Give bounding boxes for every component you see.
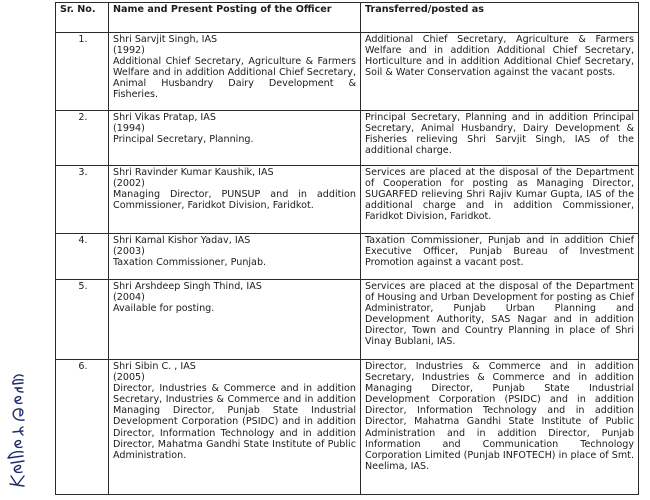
row-sr-no: 6.	[56, 360, 109, 495]
transferred-posted-as: Services are placed at the disposal of the Department of Cooperation for posting as Managing Director, SUGARFED relieving Shri Rajiv Kumar Gupta, IAS of the additional charge and in addition Commissioner, Faridkot Division, Faridkot.	[361, 166, 639, 234]
officer-batch: (2002)	[113, 178, 145, 190]
header-transferred: Transferred/posted as	[361, 3, 639, 33]
transferred-posted-as: Taxation Commissioner, Punjab and in addition Chief Executive Officer, Punjab Bureau of Investment Promotion against a vacant post.	[361, 234, 639, 280]
row-sr-no: 1.	[56, 33, 109, 111]
header-sr-no: Sr. No.	[56, 3, 109, 33]
table-row	[56, 166, 639, 234]
officer-cell	[109, 166, 361, 234]
table-row	[56, 33, 639, 111]
row-sr-no: 4.	[56, 234, 109, 280]
officer-name: Shri Sarvjit Singh, IAS	[113, 34, 218, 45]
present-posting: Additional Chief Secretary, Agriculture & Farmers Welfare and in addition Additional Chief Secretary, Animal Husbandry Dairy Development & Fisheries.	[113, 56, 360, 101]
table-row	[56, 360, 639, 495]
officer-batch: (2003)	[113, 246, 145, 258]
present-posting: Director, Industries & Commerce and in addition Secretary, Industries & Commerce and in addition Managing Director, Punjab State Industrial Development Corporation (PSIDC) and in addition Director, Information Technology and in addition Director, Mahatma Gandhi State Institute of Public Administration.	[113, 383, 360, 461]
officer-name: Shri Vikas Pratap, IAS	[113, 112, 216, 123]
officer-name: Shri Arshdeep Singh Thind, IAS	[113, 281, 262, 292]
transferred-posted-as: Principal Secretary, Planning and in addition Principal Secretary, Animal Husbandry, Dairy Development & Fisheries relieving Shri Sarvjit Singh, IAS of the additional charge.	[361, 111, 639, 166]
row-sr-no: 2.	[56, 111, 109, 166]
officer-name: Shri Ravinder Kumar Kaushik, IAS	[113, 167, 274, 178]
officer-name: Shri Kamal Kishor Yadav, IAS	[113, 235, 251, 246]
officer-batch: (1994)	[113, 123, 145, 135]
transferred-posted-as: Additional Chief Secretary, Agriculture & Farmers Welfare and in addition Additional Chief Secretary, Horticulture and in addition Additional Chief Secretary, Soil & Water Conservation against the vacant posts.	[361, 33, 639, 111]
header-officer: Name and Present Posting of the Officer	[109, 3, 361, 33]
officer-name: Shri Sibin C. , IAS	[113, 361, 196, 372]
present-posting: Taxation Commissioner, Punjab.	[113, 257, 267, 269]
table-header-row	[56, 3, 639, 33]
handwritten-signature	[4, 372, 30, 492]
transferred-posted-as: Services are placed at the disposal of the Department of Housing and Urban Development for posting as Chief Administrator, Punjab Urban Planning and Development Authority, SAS Nagar and in addition Director, Town and Country Planning in place of Shri Vinay Bublani, IAS.	[361, 280, 639, 360]
present-posting: Managing Director, PUNSUP and in addition Commissioner, Faridkot Division, Faridkot.	[113, 189, 360, 212]
officer-cell	[109, 234, 361, 280]
row-sr-no: 3.	[56, 166, 109, 234]
officer-cell	[109, 280, 361, 360]
officer-batch: (2005)	[113, 372, 145, 384]
row-sr-no: 5.	[56, 280, 109, 360]
officer-batch: (1992)	[113, 45, 145, 57]
transferred-posted-as: Director, Industries & Commerce and in addition Secretary, Industries & Commerce and in addition Managing Director, Punjab State Industrial Development Corporation (PSIDC) and in addition Director, Information Technology and in addition Director, Mahatma Gandhi State Institute of Public Administration and in addition Director, Punjab Information and Communication Technology Corporation Limited (Punjab INFOTECH) in place of Smt. Neelima, IAS.	[361, 360, 639, 495]
officer-cell	[109, 111, 361, 166]
table-row	[56, 111, 639, 166]
officer-cell	[109, 360, 361, 495]
present-posting: Principal Secretary, Planning.	[113, 134, 254, 146]
officer-cell	[109, 33, 361, 111]
table-row	[56, 234, 639, 280]
present-posting: Available for posting.	[113, 303, 215, 315]
table-row	[56, 280, 639, 360]
transfer-order-table	[55, 2, 639, 495]
officer-batch: (2004)	[113, 292, 145, 304]
